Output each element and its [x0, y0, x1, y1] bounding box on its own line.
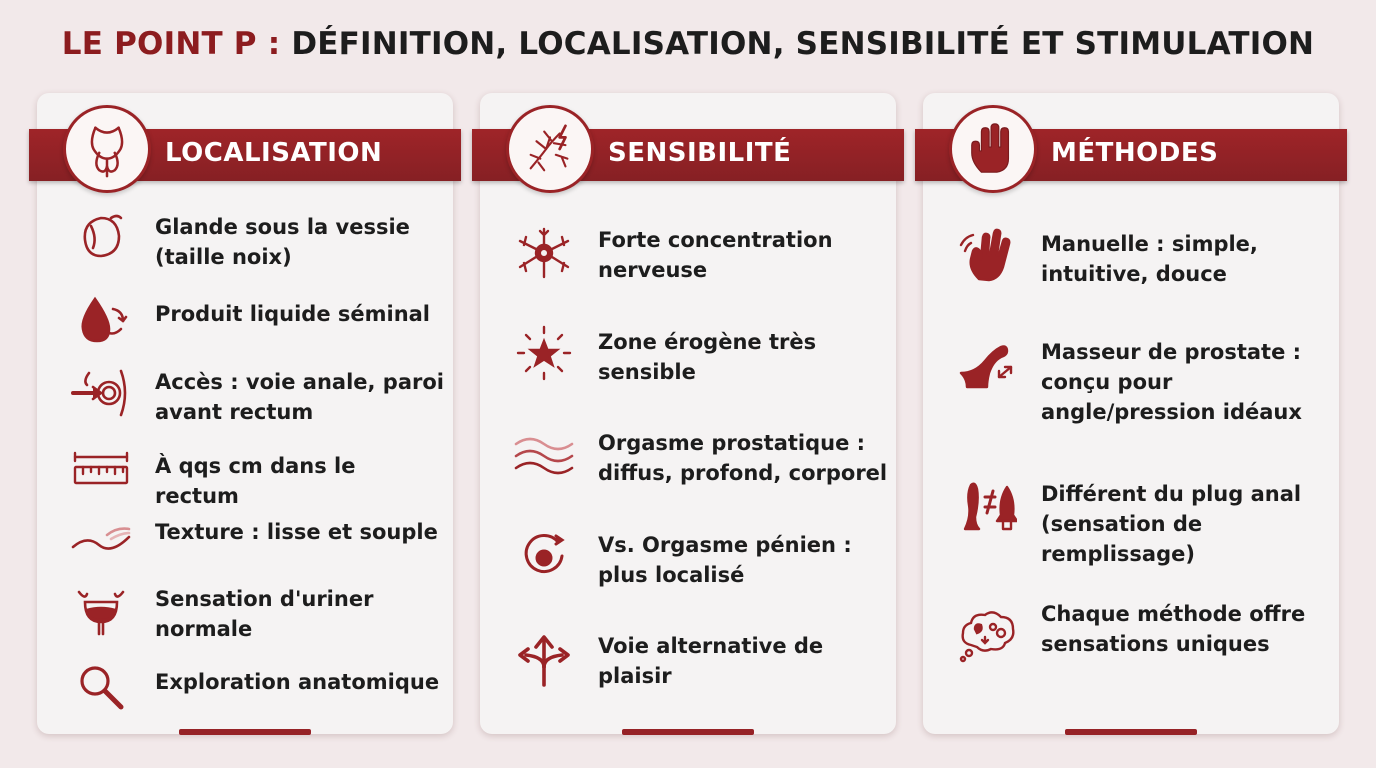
list-item: [37, 657, 453, 727]
item-text: Produit liquide séminal: [155, 302, 431, 326]
bladder-icon: [71, 580, 131, 640]
item-text: Glande sous la vessie (taille noix): [155, 215, 410, 269]
list-item: [37, 206, 453, 276]
card-heading: MÉTHODES: [1051, 138, 1219, 168]
massager-icon: [957, 333, 1017, 393]
split-arrows-icon: [514, 627, 574, 687]
list-item: [480, 221, 896, 291]
star-burst-icon: [514, 323, 574, 383]
card-heading: SENSIBILITÉ: [608, 138, 792, 168]
page-title: [0, 26, 1376, 62]
title-rest: DÉFINITION, LOCALISATION, SENSIBILITÉ ET STIMULATION: [291, 26, 1315, 62]
not-equal-plug-icon: [957, 477, 1017, 537]
waves-icon: [514, 424, 574, 484]
list-item: [480, 526, 896, 596]
target-icon: [514, 526, 574, 586]
item-text: Exploration anatomique: [155, 670, 440, 694]
list-item: [480, 627, 896, 697]
hand-icon: [949, 105, 1037, 193]
list-item: [37, 441, 453, 511]
waving-hand-icon: [957, 223, 1017, 283]
list-item: [37, 507, 453, 577]
list-item: [923, 333, 1339, 424]
item-text: À qqs cm dans le rectum: [155, 454, 356, 508]
list-item: [37, 580, 453, 650]
item-text: Vs. Orgasme pénien : plus localisé: [598, 533, 852, 587]
access-arrow-icon: [71, 363, 131, 423]
card-footer-bar: [179, 729, 311, 735]
list-item: [37, 363, 453, 433]
card-methodes: [923, 93, 1339, 734]
item-text: Chaque méthode offre sensations uniques: [1041, 602, 1306, 656]
ruler-icon: [71, 441, 131, 501]
list-item: [923, 223, 1339, 293]
thought-bubble-icon: [957, 605, 1017, 665]
card-sensibilite: [480, 93, 896, 734]
item-text: Texture : lisse et souple: [155, 520, 438, 544]
list-item: [923, 477, 1339, 566]
list-item: [480, 424, 896, 494]
card-localisation: [37, 93, 453, 734]
item-text: Voie alternative de plaisir: [598, 634, 824, 688]
card-heading: LOCALISATION: [165, 138, 383, 168]
item-text: Sensation d'uriner normale: [155, 587, 374, 641]
walnut-icon: [71, 206, 131, 266]
magnifier-icon: [71, 657, 131, 717]
card-footer-bar: [1065, 729, 1197, 735]
item-text: Zone érogène très sensible: [598, 330, 817, 384]
neuron-icon: [514, 221, 574, 281]
nerves-lightning-icon: [506, 105, 594, 193]
list-item: [923, 602, 1339, 675]
texture-wave-icon: [71, 507, 131, 567]
card-footer-bar: [622, 729, 754, 735]
item-text: Forte concentration nerveuse: [598, 228, 833, 282]
list-item: [37, 289, 453, 359]
fluid-drop-icon: [71, 289, 131, 349]
item-text: Accès : voie anale, paroi avant rectum: [155, 370, 444, 424]
prostate-icon: [63, 105, 151, 193]
list-item: [480, 323, 896, 393]
item-text: Orgasme prostatique : diffus, profond, corporel: [598, 431, 888, 485]
item-text: Masseur de prostate : conçu pour angle/pression idéaux: [1041, 340, 1302, 424]
item-text: Manuelle : simple, intuitive, douce: [1041, 232, 1258, 286]
item-text: Différent du plug anal (sensation de remplissage): [1041, 482, 1302, 566]
title-prefix: LE POINT P :: [61, 26, 281, 62]
